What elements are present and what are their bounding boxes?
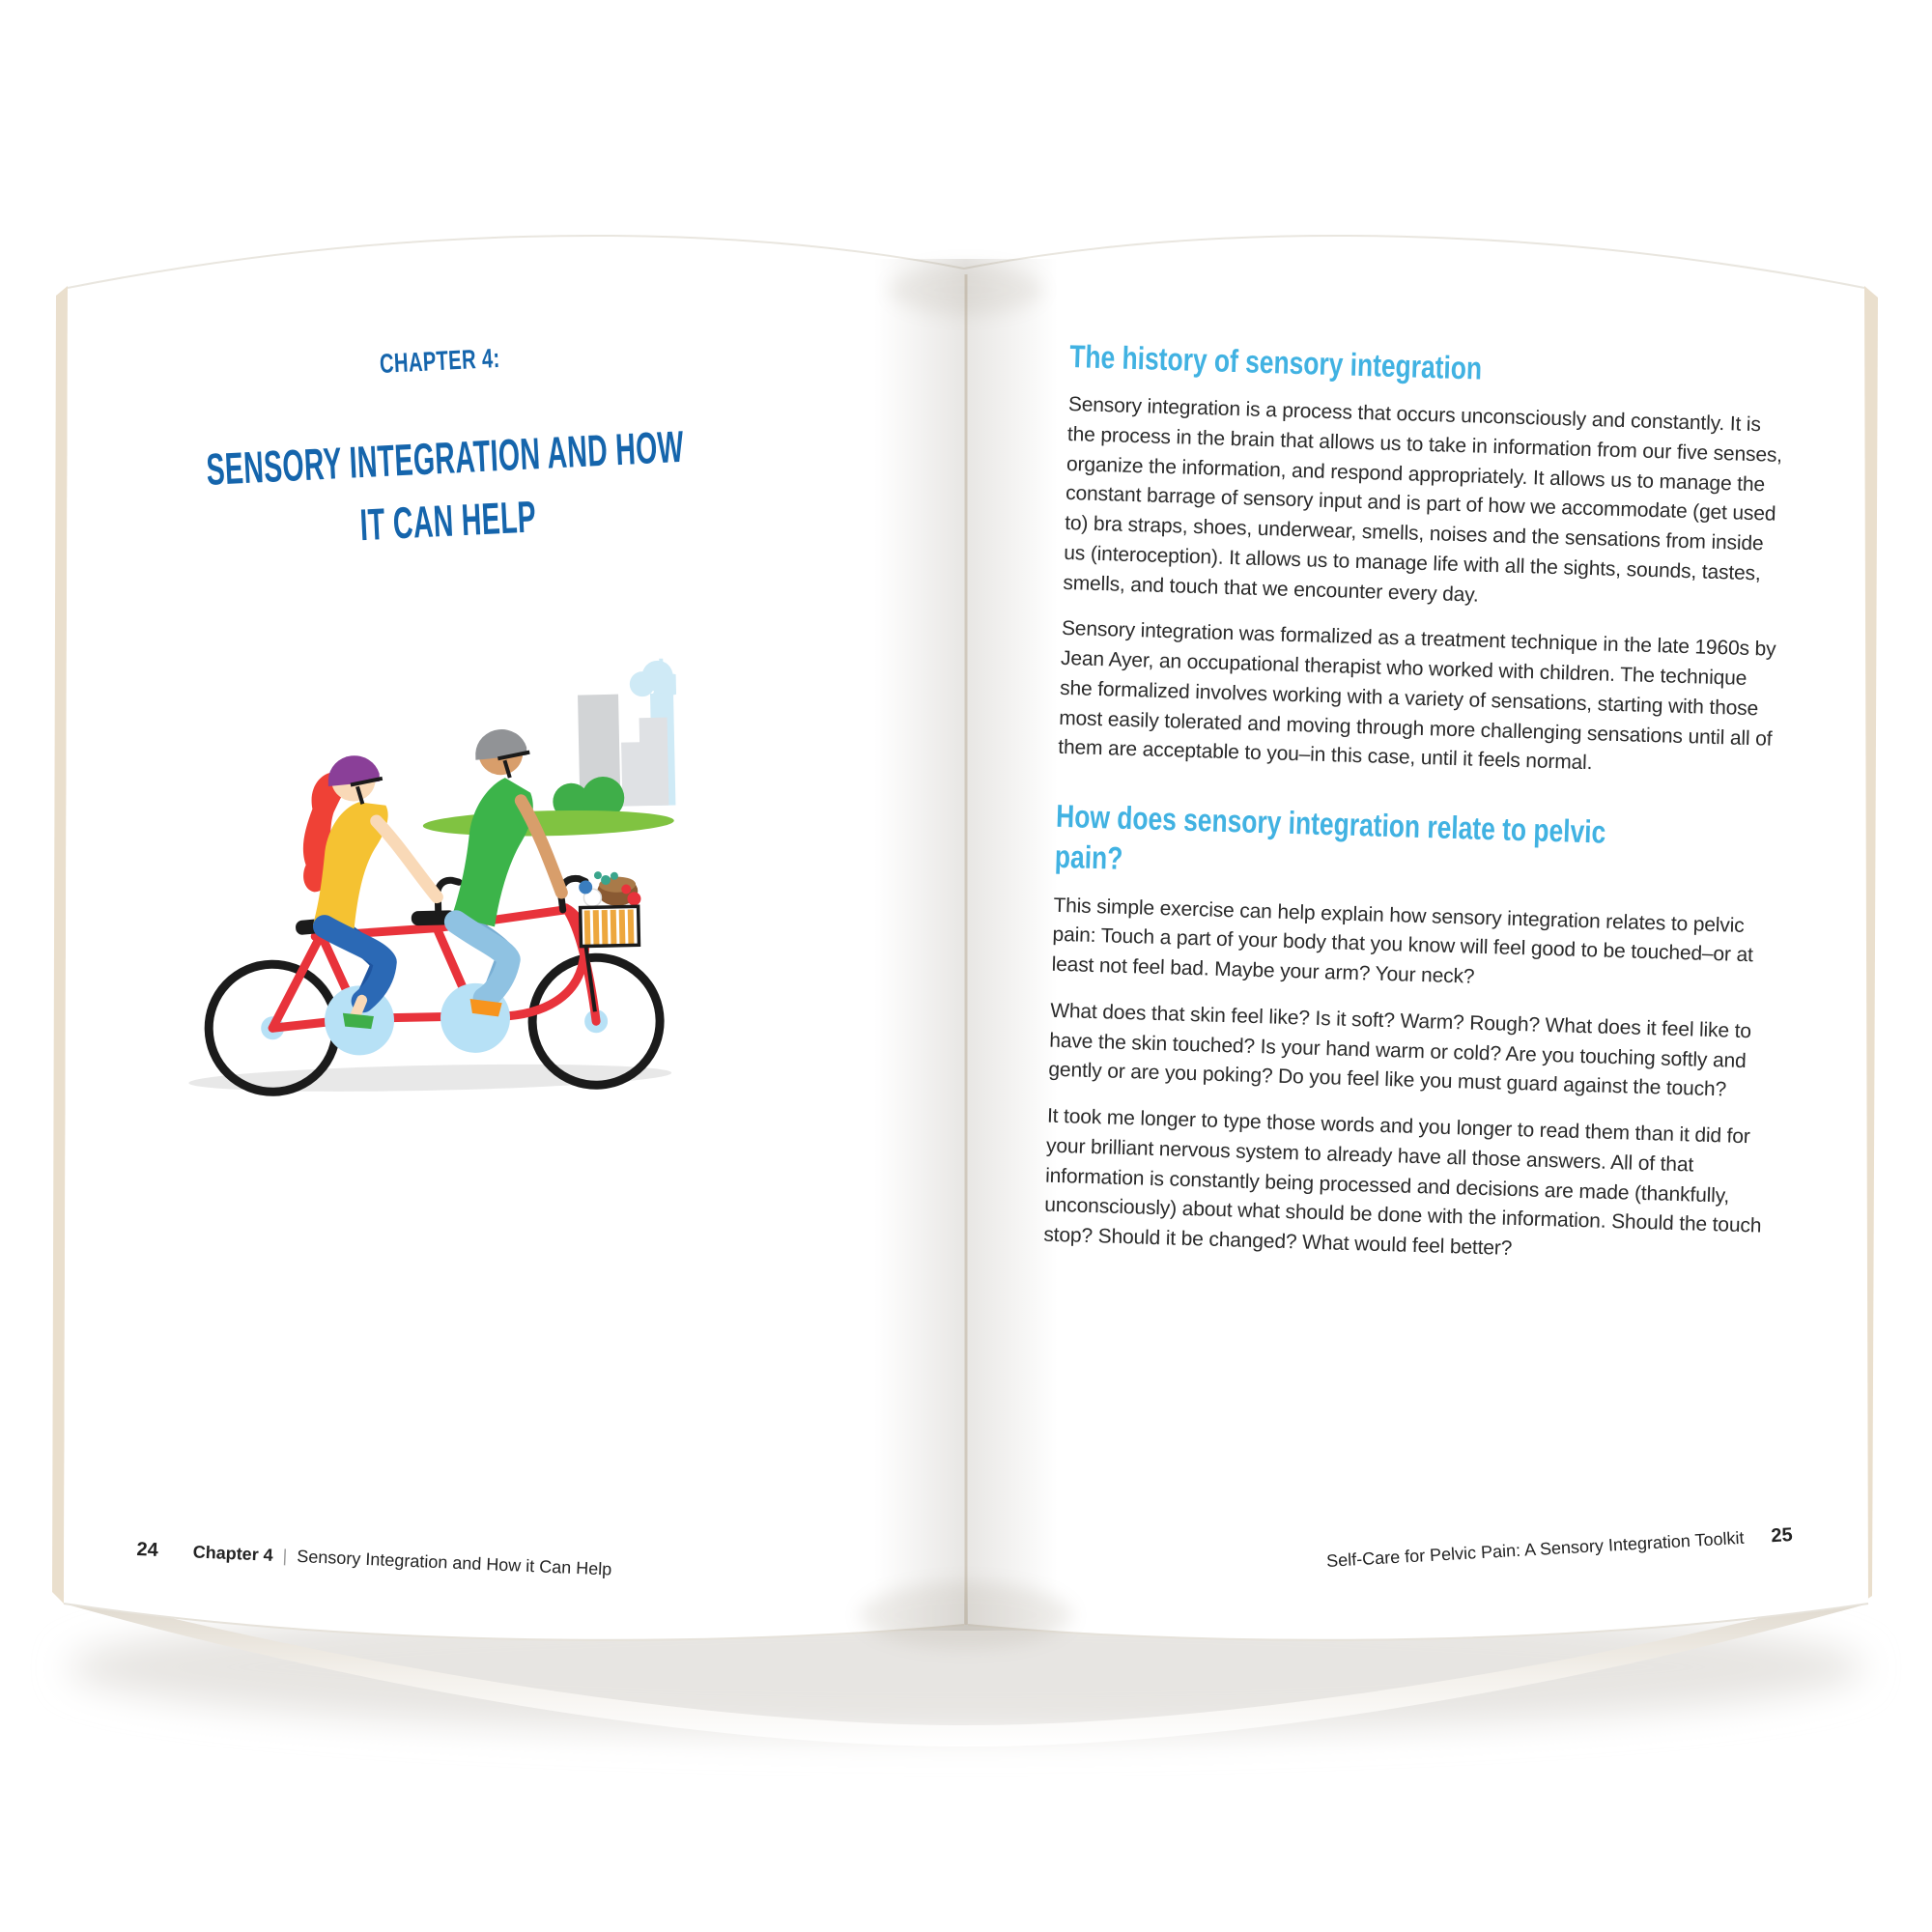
spine-bottom-shadow: [860, 1582, 1072, 1648]
body-paragraph: Sensory integration was formalized as a treatment technique in the late 1960s by Jean Ayer, an occupational therapist who worked with children. The technique she formalized involves working with a variety of sensations, starting with those most easily tolerated and moving through more challenging sensations until all of them are acceptable to you–in this case, until it feels normal.: [1058, 617, 1776, 775]
footer-chapter-label: Chapter 4: [192, 1542, 274, 1565]
left-page-sheet: [64, 236, 964, 1640]
body-paragraph: Sensory integration is a process that occurs unconsciously and constantly. It is the process in the brain that allows us to take in information from our five senses, organize the information, and respond appropriately. It allows us to manage the constant barrage of sensory input and is part of how we accommodate (get used to) bra straps, shoes, underwear, smells, noises and the sensations from inside us (interoception). It allows us to manage life with all the sights, sounds, tastes, smells, and touch that we encounter every day.: [1063, 393, 1783, 607]
body-paragraph: What does that skin feel like? Is it soft? Warm? Rough? What does it feel like to have the skin touched? Is your hand warm or cold? Are you touching softly and gently or are you poking? Do you feel like you must guard against the touch?: [1048, 999, 1752, 1101]
chapter-label-text: CHAPTER 4:: [379, 342, 501, 380]
page-number: 24: [136, 1539, 159, 1561]
body-paragraph: It took me longer to type those words and you longer to read them than it did for your brilliant nervous system to already have all those answers. All of that information is constantly being processed and decisions are made (thankfully, unconsciously) about what should be done with the information. Should the touch stop? Should it be changed? What would feel better?: [1043, 1104, 1762, 1261]
section-heading-text: The history of sensory integration: [1068, 337, 1483, 386]
page-number: 25: [1770, 1524, 1794, 1548]
footer-book-title: Self-Care for Pelvic Pain: A Sensory Integration Toolkit: [1325, 1527, 1746, 1571]
spine-top-shadow: [889, 265, 1043, 315]
footer-chapter-title: Sensory Integration and How it Can Help: [296, 1546, 612, 1579]
right-page-sheet: [964, 236, 1868, 1640]
chapter-title-text: SENSORY INTEGRATION AND HOW IT CAN HELP: [205, 420, 686, 551]
body-paragraph: This simple exercise can help explain how sensory integration relates to pelvic pain: Touch a part of your body that you know will feel good to be touched–or at least not feel bad. Maybe your arm? Your neck?: [1051, 894, 1754, 988]
footer-separator: |: [282, 1546, 288, 1566]
section-heading-text: How does sensory integration relate to pelvic pain?: [1054, 798, 1606, 877]
